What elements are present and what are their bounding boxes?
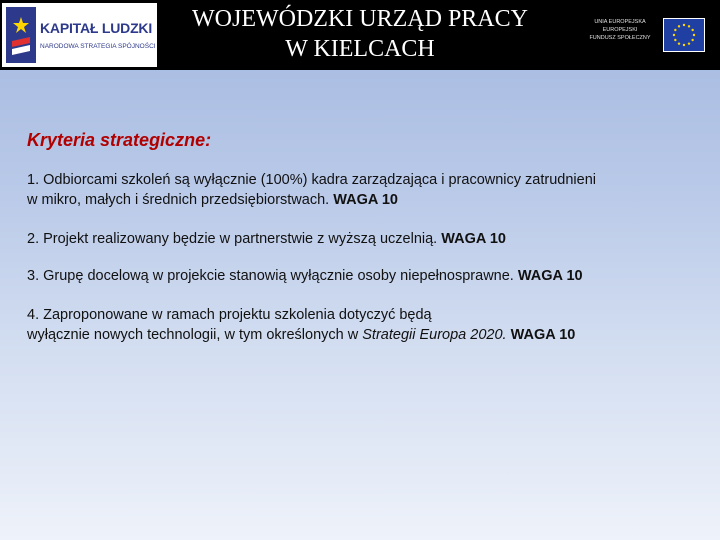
eu-caption-line1: UNIA EUROPEJSKA [594,19,646,25]
eu-star [683,44,685,46]
page-title-line2: W KIELCACH [285,36,435,62]
eu-star [691,29,693,31]
section-heading: Kryteria strategiczne: [27,130,212,150]
eu-star [688,42,690,44]
criterion-item-4 [27,305,697,345]
eu-caption-line3: FUNDUSZ SPOŁECZNY [589,35,651,41]
criterion-3-text: 3. Grupę docelową w projekcie stanowią wyłącznie osoby niepełnosprawne. [27,268,514,284]
criterion-2-text: 2. Projekt realizowany będzie w partnerstwie z wyższą uczelnią. [27,231,438,247]
eu-caption-line2: EUROPEJSKI [602,27,638,33]
criterion-1-line2: w mikro, małych i średnich przedsiębiorstwach. [27,192,330,208]
eu-star [691,39,693,41]
logo-subtitle: NARODOWA STRATEGIA SPÓJNOŚCI [40,43,156,50]
kapital-ludzki-logo [2,3,157,67]
criterion-4-italic: Strategii Europa 2020. [362,327,507,343]
eu-flag-icon [663,18,705,52]
criterion-1-line1: 1. Odbiorcami szkoleń są wyłącznie (100%) kadra zarządzająca i pracownicy zatrudnieni [27,172,596,188]
eu-star [674,39,676,41]
eu-caption [580,18,660,42]
criterion-4-line2: wyłącznie nowych technologii, w tym określonych w [27,327,359,343]
page-title-line1: WOJEWÓDZKI URZĄD PRACY [192,6,528,32]
criterion-1-weight: WAGA 10 [333,192,398,208]
eu-star [673,34,675,36]
criterion-4-line1: 4. Zaproponowane w ramach projektu szkolenia dotyczyć będą [27,307,432,323]
kapital-ludzki-emblem-icon [6,7,36,63]
eu-star [688,25,690,27]
criterion-4-weight: WAGA 10 [510,327,576,343]
criterion-item-2 [27,229,697,249]
criterion-2-weight: WAGA 10 [441,231,506,247]
logo-title: KAPITAŁ LUDZKI [40,20,153,36]
criterion-item-3 [27,266,697,286]
eu-star [683,24,685,26]
eu-star [678,25,680,27]
eu-star [678,42,680,44]
page-title [160,4,560,64]
criterion-3-weight: WAGA 10 [517,268,583,284]
criterion-item-1 [27,170,697,210]
eu-star [693,34,695,36]
eu-star [674,29,676,31]
eu-stars-icon [664,19,704,51]
header-bar [0,0,720,70]
